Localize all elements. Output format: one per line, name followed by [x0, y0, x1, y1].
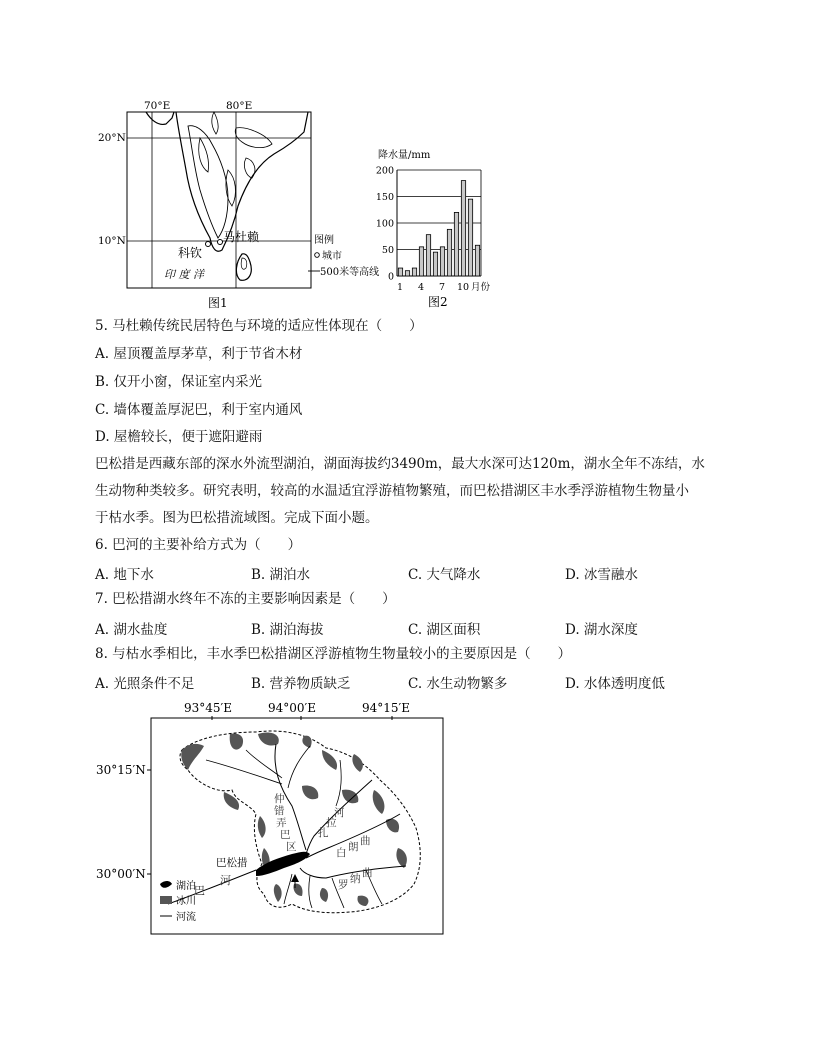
y-tick-label: 100	[375, 218, 394, 230]
river-zhala-char1: 扎	[318, 827, 329, 839]
legend-river-label: 河流	[176, 912, 196, 923]
q5-option-c[interactable]: C. 墙体覆盖厚泥巴，利于室内通风	[95, 402, 303, 418]
river-luona-char1: 罗	[338, 879, 349, 891]
ocean-label: 印 度 洋	[164, 268, 204, 281]
river-branch	[288, 746, 310, 788]
q8-option-b[interactable]: B. 营养物质缺乏	[251, 676, 351, 692]
q6-option-b[interactable]: B. 湖泊水	[251, 567, 311, 583]
bar-month-4	[419, 247, 423, 276]
bar-month-6	[433, 252, 437, 276]
q6-option-d[interactable]: D. 冰雪融水	[565, 567, 638, 583]
sri-lanka-island	[236, 254, 251, 280]
q6-option-a[interactable]: A. 地下水	[95, 567, 154, 583]
glacier	[302, 736, 311, 748]
bar-month-12	[475, 245, 479, 276]
bar-month-7	[440, 247, 444, 276]
y-tick-label: 200	[375, 165, 394, 177]
glacier	[181, 744, 204, 770]
river-zhongcuo-char1: 仲	[274, 793, 285, 805]
q7-option-b[interactable]: B. 湖泊海拔	[251, 622, 324, 638]
glacier	[342, 790, 358, 804]
river-luona-char3: 曲	[362, 867, 373, 879]
glacier	[224, 792, 239, 810]
figure1-map	[96, 98, 396, 320]
x-tick-label-7: 7	[438, 282, 446, 293]
legend-lake-label: 湖泊	[176, 881, 196, 892]
lon-label-80e: 80°E	[226, 100, 253, 112]
passage-line-2: 生动物种类较多。研究表明，较高的水温适宜浮游植物繁殖，而巴松措湖区丰水季浮游植物生物量小	[95, 483, 689, 499]
lake-label: 巴松措	[216, 857, 248, 869]
glacier	[302, 786, 318, 800]
river-bailang-char2: 朗	[348, 841, 359, 853]
q5-option-a[interactable]: A. 屋顶覆盖厚茅草，利于节省木材	[95, 346, 303, 362]
legend-glacier-icon	[160, 896, 172, 904]
contour-line	[241, 258, 247, 269]
legend-city-icon	[315, 253, 320, 258]
glacier	[352, 754, 362, 772]
q7-option-d[interactable]: D. 湖水深度	[565, 622, 638, 638]
figure2-caption: 图2	[428, 295, 448, 309]
contour-line	[212, 112, 218, 134]
river-zhongcuo-char3: 弄	[276, 817, 287, 829]
lon-label-94-15: 94°15′E	[362, 701, 411, 715]
lon-label-94-00: 94°00′E	[268, 701, 317, 715]
city-kochi-marker	[206, 242, 211, 247]
x-tick-label-10: 10	[456, 282, 470, 293]
chart-ylabel: 降水量/mm	[378, 150, 431, 161]
legend-lake-icon	[160, 881, 172, 888]
legend-contour-label: 500米等高线	[320, 267, 380, 278]
lat-label-20n: 20°N	[98, 132, 126, 144]
q5-option-d[interactable]: D. 屋檐较长，便于遮阳避雨	[95, 429, 263, 445]
q5-option-b[interactable]: B. 仅开小窗，保证室内采光	[95, 374, 263, 390]
bar-month-5	[426, 235, 430, 276]
q8-option-a[interactable]: A. 光照条件不足	[95, 676, 195, 692]
bar-month-1	[398, 268, 402, 276]
legend-title: 图例	[314, 235, 334, 246]
city-madurai-marker	[218, 240, 223, 245]
bar-month-2	[405, 271, 409, 276]
river-bailang-char3: 曲	[360, 835, 371, 847]
figure2-chart	[372, 146, 502, 312]
q6-stem: 6. 巴河的主要补给方式为（ ）	[95, 537, 302, 553]
y-tick-label: 150	[375, 192, 394, 203]
peak-marker	[291, 874, 299, 882]
bar-month-8	[447, 229, 451, 276]
lat-label-30-00: 30°00′N	[96, 867, 146, 881]
q8-option-d[interactable]: D. 水体透明度低	[565, 676, 665, 692]
y-tick-label: 0	[387, 271, 394, 283]
glacier	[396, 848, 406, 868]
passage-line-3: 于枯水季。图为巴松措流域图。完成下面小题。	[95, 510, 379, 526]
passage-line-1: 巴松措是西藏东部的深水外流型湖泊，湖面海拔约3490m，最大水深可达120m，湖水全年不冻结，水	[95, 456, 705, 472]
glacier	[373, 790, 385, 814]
q7-option-c[interactable]: C. 湖区面积	[408, 622, 481, 638]
x-unit-label: 月份	[471, 282, 491, 293]
y-tick-label: 50	[381, 245, 394, 256]
bar-month-11	[468, 199, 472, 276]
glacier	[357, 896, 368, 906]
x-tick-label-1: 1	[396, 282, 404, 293]
q5-stem: 5. 马杜赖传统民居特色与环境的适应性体现在（ ）	[95, 318, 423, 334]
glacier	[274, 884, 282, 902]
legend-glacier-label: 冰川	[176, 896, 196, 907]
glacier	[230, 734, 243, 750]
city-madurai-label: 马杜赖	[223, 230, 260, 244]
river-bailang-char1: 白	[336, 847, 347, 859]
lat-label-30-15: 30°15′N	[96, 763, 146, 777]
glacier	[258, 816, 266, 838]
river-branch	[284, 874, 292, 904]
glacier	[320, 888, 328, 902]
q7-option-a[interactable]: A. 湖水盐度	[95, 622, 168, 638]
qu-label: 区	[286, 841, 297, 853]
river-branch	[309, 876, 312, 908]
bar-month-9	[454, 212, 458, 276]
bar-month-10	[461, 181, 465, 276]
legend-city-label: 城市	[322, 251, 342, 262]
river-zhongcuo-char2: 错	[274, 805, 285, 817]
lat-label-10n: 10°N	[98, 235, 126, 247]
river-luona-char2: 纳	[350, 873, 361, 885]
q8-option-c[interactable]: C. 水生动物繁多	[408, 676, 508, 692]
lon-label-93-45: 93°45′E	[184, 701, 233, 715]
contour-line	[199, 138, 209, 172]
q6-option-c[interactable]: C. 大气降水	[408, 567, 481, 583]
contour-line	[188, 126, 228, 238]
river-ba-char2: 河	[220, 874, 231, 887]
bar-month-3	[412, 268, 416, 276]
river-zhala-char3: 河	[334, 807, 345, 819]
x-tick-label-4: 4	[417, 282, 425, 293]
figure1-caption: 图1	[208, 296, 228, 310]
glacier	[322, 750, 337, 770]
q7-stem: 7. 巴松措湖水终年不冻的主要影响因素是（ ）	[95, 591, 396, 607]
river-branch	[206, 760, 282, 784]
glacier	[258, 732, 279, 745]
figure3-basin-map	[96, 698, 448, 938]
river-zhongcuo-char4: 巴	[280, 829, 291, 841]
river-zhala-char2: 拉	[326, 817, 337, 829]
q8-stem: 8. 与枯水季相比，丰水季巴松措湖区浮游植物生物量较小的主要原因是（ ）	[95, 646, 572, 662]
city-kochi-label: 科钦	[178, 246, 203, 260]
river-ba-char1: 巴	[194, 884, 205, 897]
lon-label-70e: 70°E	[144, 100, 171, 112]
